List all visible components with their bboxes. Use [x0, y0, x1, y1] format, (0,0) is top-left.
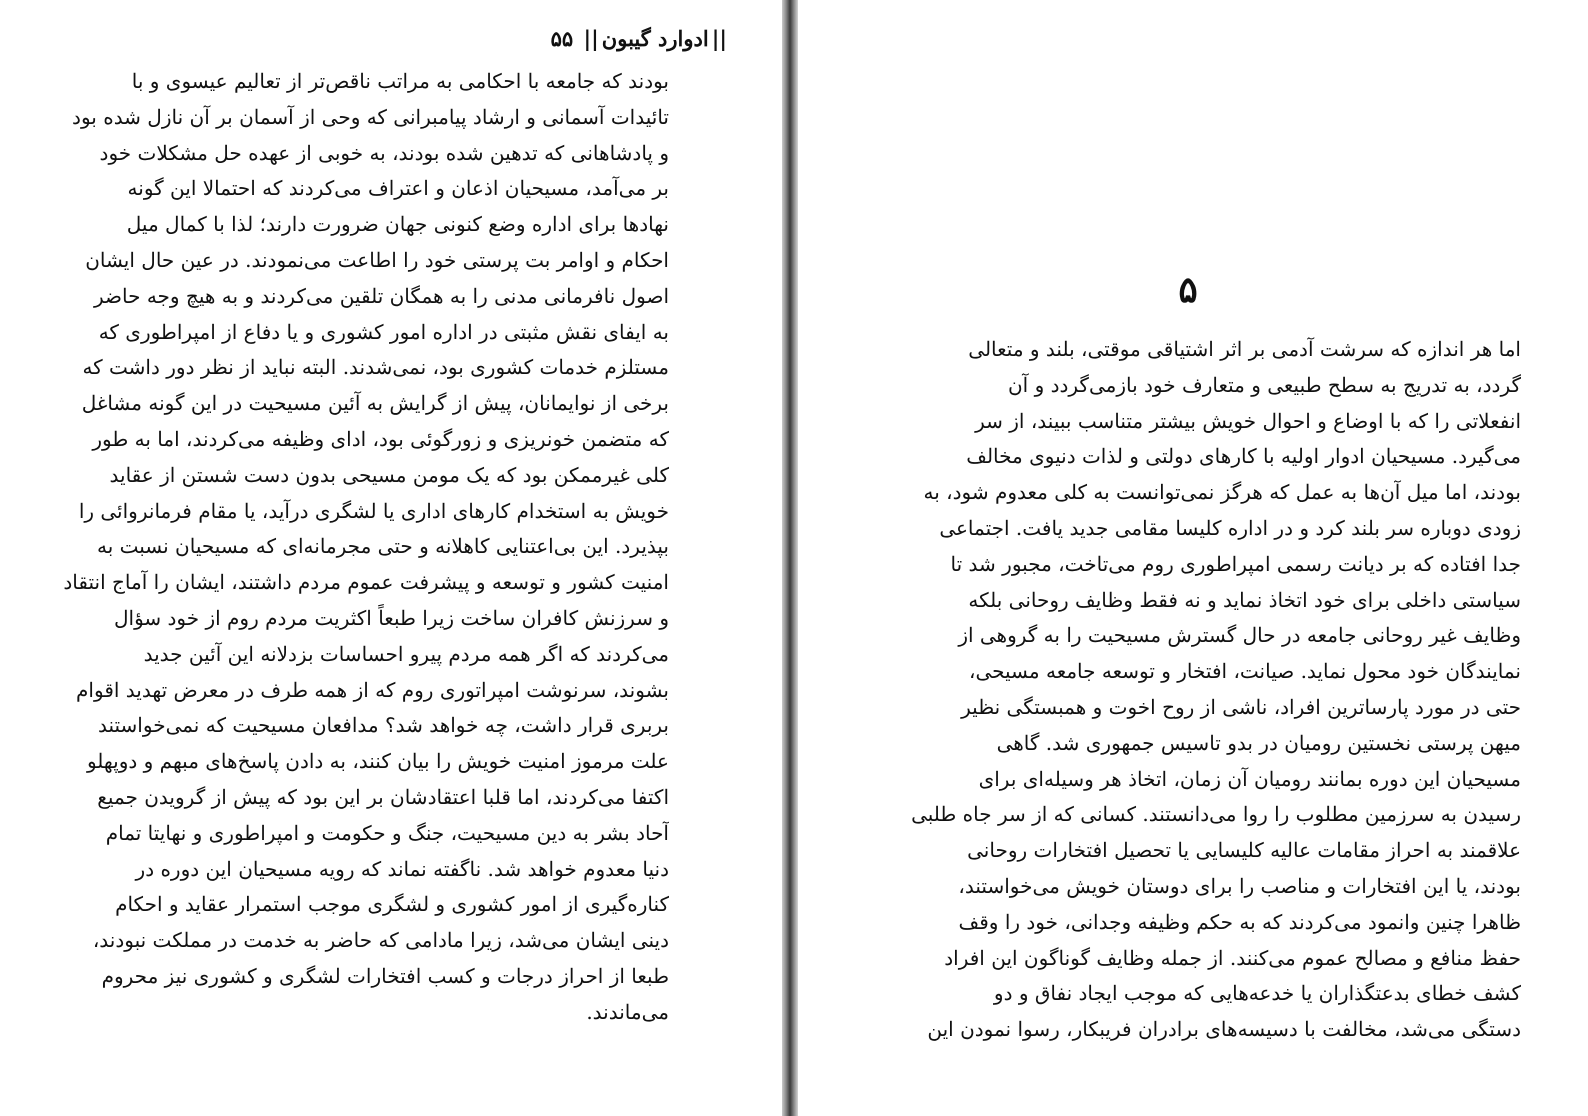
text-line: اما هر اندازه که سرشت آدمی بر اثر اشتیاقی موقتی، بلند و متعالی: [968, 337, 1521, 361]
text-line: حتی در مورد پارساترین افراد، ناشی از روح اخوت و همبستگی نظیر: [961, 694, 1521, 719]
text-line: می‌کردند که اگر همه مردم پیرو احساسات بزدلانه این آئین جدید: [143, 641, 669, 666]
text-line: کلی غیرممکن بود که یک مومن مسیحی بدون دست شستن از عقاید: [109, 462, 669, 487]
text-line: طبعا از احراز درجات و کسب افتخارات لشگری و کشوری نیز محروم: [101, 963, 669, 988]
left-body-text: [56, 64, 669, 1031]
text-line: اصول نافرمانی مدنی را به همگان تلقین می‌کردند و به هیچ وجه حاضر: [93, 283, 669, 308]
text-line: نهادها برای اداره وضع کنونی جهان ضرورت دارند؛ لذا با کمال میل: [126, 212, 669, 237]
text-line: مستلزم خدمات کشوری بود، نمی‌شدند. البته نباید از نظر دور داشت که: [82, 355, 669, 380]
text-line: بپذیرد. این بی‌اعتنایی کاهلانه و حتی مجرمانه‌ای که مسیحیان نسبت به: [96, 534, 669, 559]
text-line: علت مرموز امنیت خویش را بیان کنند، به دادن پاسخ‌های مبهم و دوپهلو: [86, 749, 669, 774]
text-line: رسیدن به سرزمین مطلوب را روا می‌دانستند. کسانی که از سر جاه طلبی: [911, 802, 1521, 827]
header-rule: ||: [583, 26, 599, 51]
text-line: بر می‌آمد، مسیحیان اذعان و اعتراف می‌کردند که احتمالا این گونه: [127, 176, 669, 201]
header-rule: ||: [711, 26, 727, 51]
text-line: برخی از نوایمانان، پیش از گرایش به آئین مسیحیت در این گونه مشاغل: [81, 391, 669, 416]
text-line: دنیا معدوم خواهد شد. ناگفته نماند که رویه مسیحیان این دوره در: [135, 856, 669, 881]
text-line: احکام و اوامر بت پرستی خود را اطاعت می‌نمودند. در عین حال ایشان: [85, 247, 669, 272]
text-line: و پادشاهانی که تدهین شده بودند، به خوبی از عهده حل مشکلات خود: [99, 140, 669, 165]
text-line: ظاهرا چنین وانمود می‌کردند که به حکم وظیفه وجدانی، خود را وقف: [958, 909, 1521, 934]
left-page: [0, 0, 786, 1116]
right-body-text: [911, 332, 1521, 1048]
book-spine: [782, 0, 798, 1116]
text-line: انفعلاتی را که با اوضاع و احوال خویش بیشتر متناسب ببیند، از سر: [975, 408, 1521, 433]
chapter-number: ۵: [1178, 269, 1198, 311]
running-title: ادوارد گیبون: [601, 26, 709, 51]
text-line: می‌ماندند.: [586, 999, 669, 1024]
text-line: دینی ایشان می‌شد، زیرا مادامی که حاضر به خدمت در مملکت نبودند،: [92, 928, 669, 953]
text-line: که متضمن خونریزی و زورگوئی بود، ادای وظیفه می‌کردند، اما به طور: [92, 426, 669, 451]
text-line: کناره‌گیری از امور کشوری و لشگری موجب استمرار عقاید و احکام: [115, 892, 669, 917]
text-line: تائیدات آسمانی و ارشاد پیامبرانی که وحی از آسمان بر آن نازل شده بود: [72, 104, 669, 129]
text-line: می‌گیرد. مسیحیان ادوار اولیه با کارهای دولتی و لذات دنیوی مخالف: [966, 444, 1521, 469]
text-line: سیاستی داخلی برای خود اتخاذ نماید و نه فقط وظایف روحانی بلکه: [968, 587, 1521, 612]
text-line: نمایندگان خود محول نماید. صیانت، افتخار و توسعه جامعه مسیحی،: [968, 659, 1521, 684]
text-line: دستگی می‌شد، مخالفت با دسیسه‌های برادران فریبکار، رسوا نمودن این: [927, 1017, 1521, 1042]
text-line: بودند، یا این افتخارات و مناصب را برای دوستان خویش می‌خواستند،: [958, 873, 1521, 898]
text-line: گردد، به تدریج به سطح طبیعی و متعارف خود بازمی‌گردد و آن: [1007, 372, 1521, 397]
text-line: مسیحیان این دوره بمانند رومیان آن زمان، اتخاذ هر وسیله‌ای برای: [978, 766, 1521, 791]
running-header: [50, 22, 730, 56]
text-line: علاقمند به احراز مقامات عالیه کلیسایی یا تحصیل افتخارات روحانی: [967, 838, 1521, 863]
text-line: میهن پرستی نخستین رومیان در بدو تاسیس جمهوری شد. گاهی: [996, 730, 1521, 755]
text-line: بربری قرار داشت، چه خواهد شد؟ مدافعان مسیحیت که نمی‌خواستند: [97, 713, 669, 738]
text-line: وظایف غیر روحانی جامعه در حال گسترش مسیحیت را به گروهی از: [958, 623, 1521, 648]
text-line: بودند که جامعه با احکامی به مراتب ناقص‌تر از تعالیم عیسوی و با: [131, 69, 669, 93]
text-line: بشوند، سرنوشت امپراتوری روم که از همه طرف در معرض تهدید اقوام: [76, 677, 669, 702]
text-line: جدا افتاده که بر دیانت رسمی امپراطوری روم می‌تاخت، مجبور شد تا: [950, 551, 1521, 576]
text-line: و سرزنش کافران ساخت زیرا طبعاً اکثریت مردم روم از خود سؤال: [113, 605, 669, 630]
text-line: به ایفای نقش مثبتی در اداره امور کشوری و یا دفاع از امپراطوری که: [98, 319, 669, 344]
right-page: [798, 0, 1588, 1116]
text-line: کشف خطای بدعتگذاران یا خدعه‌هایی که موجب ایجاد نفاق و دو: [993, 981, 1521, 1006]
text-line: اکتفا می‌کردند، اما قلبا اعتقادشان بر این بود که پیش از گرویدن جمیع: [97, 784, 669, 809]
text-line: خویش به استخدام کارهای اداری یا لشگری درآید، یا مقام فرمانروائی را: [78, 498, 669, 523]
text-line: امنیت کشور و توسعه و پیشرفت عموم مردم داشتند، ایشان را آماج انتقاد: [63, 570, 669, 595]
page-number: ۵۵: [550, 26, 574, 51]
text-line: بودند، اما میل آن‌ها به عمل که هرگز نمی‌توانست به کلی معدوم شود، به: [923, 480, 1521, 505]
text-line: زودی دوباره سر بلند کرد و در اداره کلیسا مقامی جدید یافت. اجتماعی: [939, 515, 1521, 540]
text-line: حفظ منافع و مصالح عموم می‌کنند. از جمله وظایف گوناگون این افراد: [944, 945, 1521, 970]
text-line: آحاد بشر به دین مسیحیت، جنگ و حکومت و امپراطوری و نهایتا تمام: [105, 820, 669, 845]
